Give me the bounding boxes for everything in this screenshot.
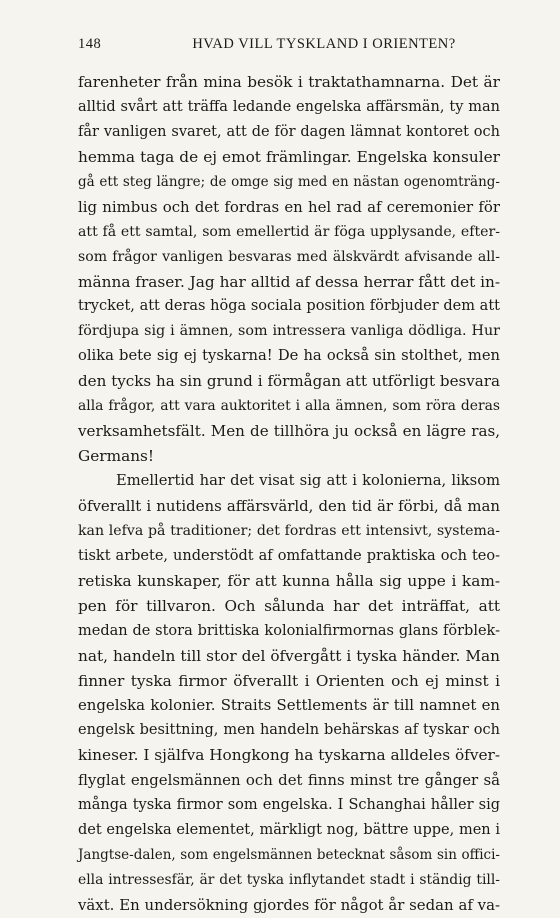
text-line: männa fraser. Jag har alltid af dessa herrar fått det in-: [78, 272, 501, 291]
text-line: tiskt arbete, understödt af omfattande praktiska och teo-: [78, 547, 500, 564]
text-line: verksamhetsfält. Men de tillhöra ju också en lägre ras,: [78, 422, 500, 441]
text-line: som frågor vanligen besvaras med älskvärdt afvisande all-: [78, 248, 500, 265]
text-line: engelska kolonier. Straits Settlements är till namnet en: [78, 696, 500, 715]
text-line: trycket, att deras höga sociala position förbjuder dem att: [78, 298, 500, 315]
text-line: fördjupa sig i ämnen, som intressera vanliga dödliga. Hur: [78, 323, 500, 340]
text-line: den tycks ha sin grund i förmågan att utförligt besvara: [78, 372, 500, 391]
text-line: det engelska elementet, märkligt nog, bättre uppe, men i: [78, 822, 500, 839]
text-line: kineser. I själfva Hongkong ha tyskarna alldeles öfver-: [78, 746, 500, 765]
text-line: Germans!: [78, 447, 155, 466]
text-line: gå ett steg längre; de omge sig med en nästan ogenomträng-: [78, 173, 500, 190]
text-line: nat, handeln till stor del öfvergått i tyska händer. Man: [78, 646, 500, 665]
text-line: Jangtse-dalen, som engelsmännen betecknat såsom sin offici-: [78, 847, 500, 864]
text-line: farenheter från mina besök i traktathamnarna. Det är: [78, 73, 500, 91]
text-line: att få ett samtal, som emellertid är föga upplysande, efter-: [78, 223, 500, 240]
text-line: finner tyska firmor öfverallt i Orienten och ej minst i: [78, 671, 500, 690]
body-text: [78, 70, 500, 918]
text-line: flyglat engelsmännen och det finns minst tre gånger så: [78, 771, 500, 790]
text-line: många tyska firmor som engelska. I Schanghai håller sig: [78, 797, 500, 814]
text-line: alltid svårt att träffa ledande engelska affärsmän, ty man: [78, 98, 500, 115]
page-number: 148: [78, 36, 102, 52]
running-title: HVAD VILL TYSKLAND I ORIENTEN?: [192, 36, 456, 52]
text-line: olika bete sig ej tyskarna! De ha också sin stolthet, men: [78, 347, 500, 365]
text-line: kan lefva på traditioner; det fordras ett intensivt, systema-: [78, 522, 500, 539]
text-line: hemma taga de ej emot främlingar. Engelska konsuler: [78, 147, 500, 166]
text-line: växt. En undersökning gjordes för något år sedan af va-: [78, 895, 500, 914]
text-line: ella intressesfär, är det tyska inflytandet stadt i ständig till-: [78, 872, 500, 888]
text-line: får vanligen svaret, att de för dagen lämnat kontoret och: [78, 123, 500, 140]
text-line: alla frågor, att vara auktoritet i alla ämnen, som röra deras: [78, 398, 500, 415]
text-line: medan de stora brittiska kolonialfirmornas glans förblek-: [78, 622, 500, 639]
text-line: pen för tillvaron. Och sålunda har det inträffat, att: [78, 596, 500, 615]
page-header: [78, 36, 500, 56]
text-line: retiska kunskaper, för att kunna hålla sig uppe i kam-: [78, 571, 500, 590]
text-line: engelsk besittning, men handeln behärskas af tyskar och: [78, 722, 500, 739]
text-line: öfverallt i nutidens affärsvärld, den tid är förbi, då man: [78, 496, 500, 515]
paragraph-first-line: Emellertid har det visat sig att i kolonierna, liksom: [116, 472, 500, 489]
text-line: lig nimbus och det fordras en hel rad af ceremonier för: [78, 197, 500, 216]
